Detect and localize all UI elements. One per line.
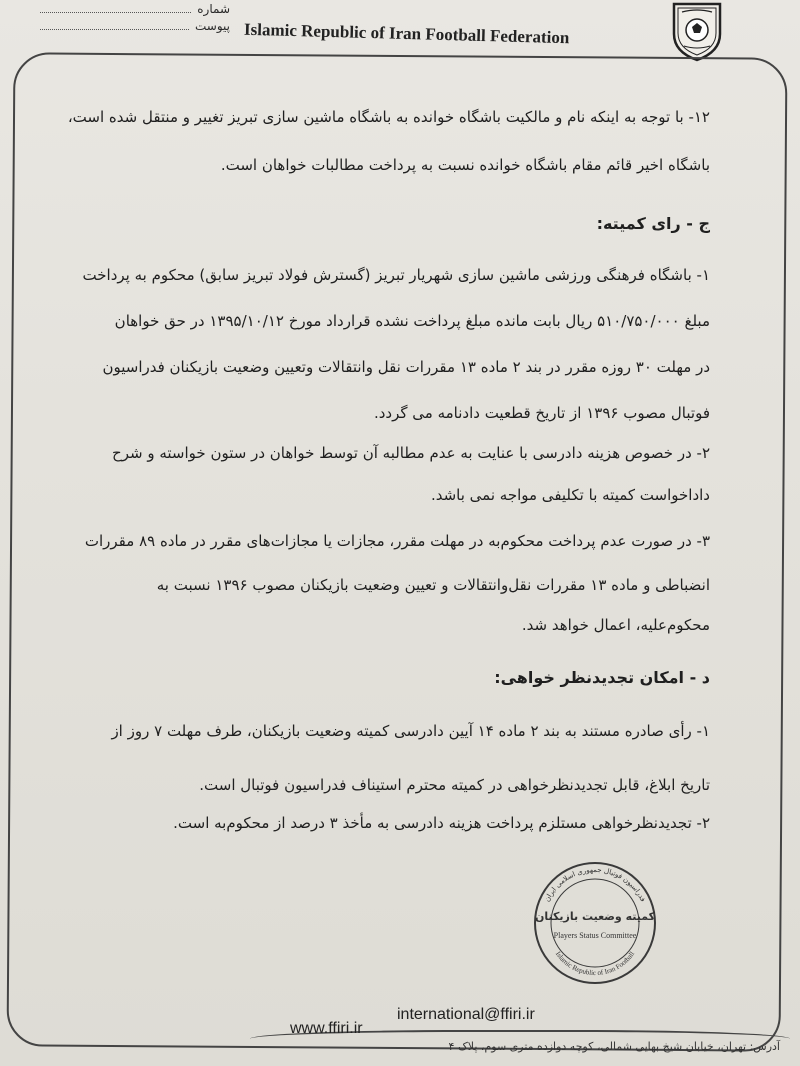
appeal-item-1-line-2: تاریخ ابلاغ، قابل تجدیدنظرخواهی در کمیته محترم استیناف فدراسیون فوتبال است. [199,776,710,794]
appeal-heading: د - امکان تجدیدنظر خواهی: [494,668,710,687]
decision-item-3-line-2: انضباطی و ماده ۱۳ مقررات نقل‌وانتقالات و تعیین وضعیت بازیکنان مصوب ۱۳۹۶ نسبت به [156,576,710,594]
decision-item-3-line-3: محکوم‌علیه، اعمال خواهد شد. [521,616,710,634]
postal-address: آدرس: تهران، خیابان شیخ بهایی شمالی، کوچه دوازده متری سوم، پلاک ۴ [448,1040,780,1053]
paragraph-12-line-1: ۱۲- با توجه به اینکه نام و مالکیت باشگاه خوانده به باشگاه ماشین سازی تبریز تغییر و منتقل شده است، [67,108,710,126]
svg-text:Players Status Committee: Players Status Committee [553,931,637,940]
email-link[interactable]: international@ffiri.ir [397,1006,535,1023]
federation-title: Islamic Republic of Iran Football Federation [243,19,570,48]
appeal-item-2-line-1: ۲- تجدیدنظرخواهی مستلزم پرداخت هزینه دادرسی به مأخذ ۳ درصد از محکوم‌به است. [173,814,710,832]
decision-item-2-line-1: ۲- در خصوص هزینه دادرسی با عنایت به عدم مطالبه آن توسط خواهان در ستون خواسته و شرح [112,444,710,462]
committee-stamp [530,858,660,988]
page-border [7,52,788,1051]
committee-decision-heading: ج - رای کمیته: [596,214,710,233]
letterhead [0,0,800,52]
appeal-item-1-line-1: ۱- رأی صادره مستند به بند ۲ ماده ۱۴ آیین دادرسی کمیته وضعیت بازیکنان، طرف مهلت ۷ روز از [111,722,710,740]
decision-item-3-line-1: ۳- در صورت عدم پرداخت محکوم‌به در مهلت مقرر، مجازات یا مجازات‌های مقرر در ماده ۸۹ مقررات [84,532,710,550]
number-field-line [40,4,191,13]
number-field-label: شماره [197,1,230,16]
federation-logo-icon [668,0,726,62]
number-field-row [40,0,230,17]
svg-text:فدراسیون فوتبال جمهوری اسلامی: فدراسیون فوتبال جمهوری اسلامی ایران [543,865,647,904]
attachment-field-row [40,17,230,34]
decision-item-1-line-4: فوتبال مصوب ۱۳۹۶ از تاریخ قطعیت دادنامه می گردد. [373,404,710,422]
decision-item-1-line-2: مبلغ ۵۱۰/۷۵۰/۰۰۰ ریال بابت مانده مبلغ پرداخت نشده قرارداد مورخ ۱۳۹۵/۱۰/۱۲ در حق خواهان [114,312,710,330]
attachment-field-label: پیوست [195,18,230,33]
decision-item-2-line-2: داداخواست کمیته با تکلیفی مواجه نمی باشد. [430,486,710,504]
website-link[interactable]: www.ffiri.ir [290,1020,363,1037]
attachment-field-line [40,21,189,30]
decision-item-1-line-1: ۱- باشگاه فرهنگی ورزشی ماشین سازی شهریار تبریز (گسترش فولاد تبریز سابق) محکوم به پرداخت [82,266,710,284]
paragraph-12-line-2: باشگاه اخیر قائم مقام باشگاه خوانده نسبت به پرداخت مطالبات خواهان است. [220,156,710,174]
svg-text:Islamic Republic of Iran Footb: Islamic Republic of Iran Football [553,950,637,978]
svg-text:کمیته وضعیت بازیکنان: کمیته وضعیت بازیکنان [534,910,656,923]
decision-item-1-line-3: در مهلت ۳۰ روزه مقرر در بند ۲ ماده ۱۳ مقررات نقل وانتقالات وتعیین وضعیت بازیکنان فدراسیون [102,358,710,376]
reference-fields [40,0,230,36]
